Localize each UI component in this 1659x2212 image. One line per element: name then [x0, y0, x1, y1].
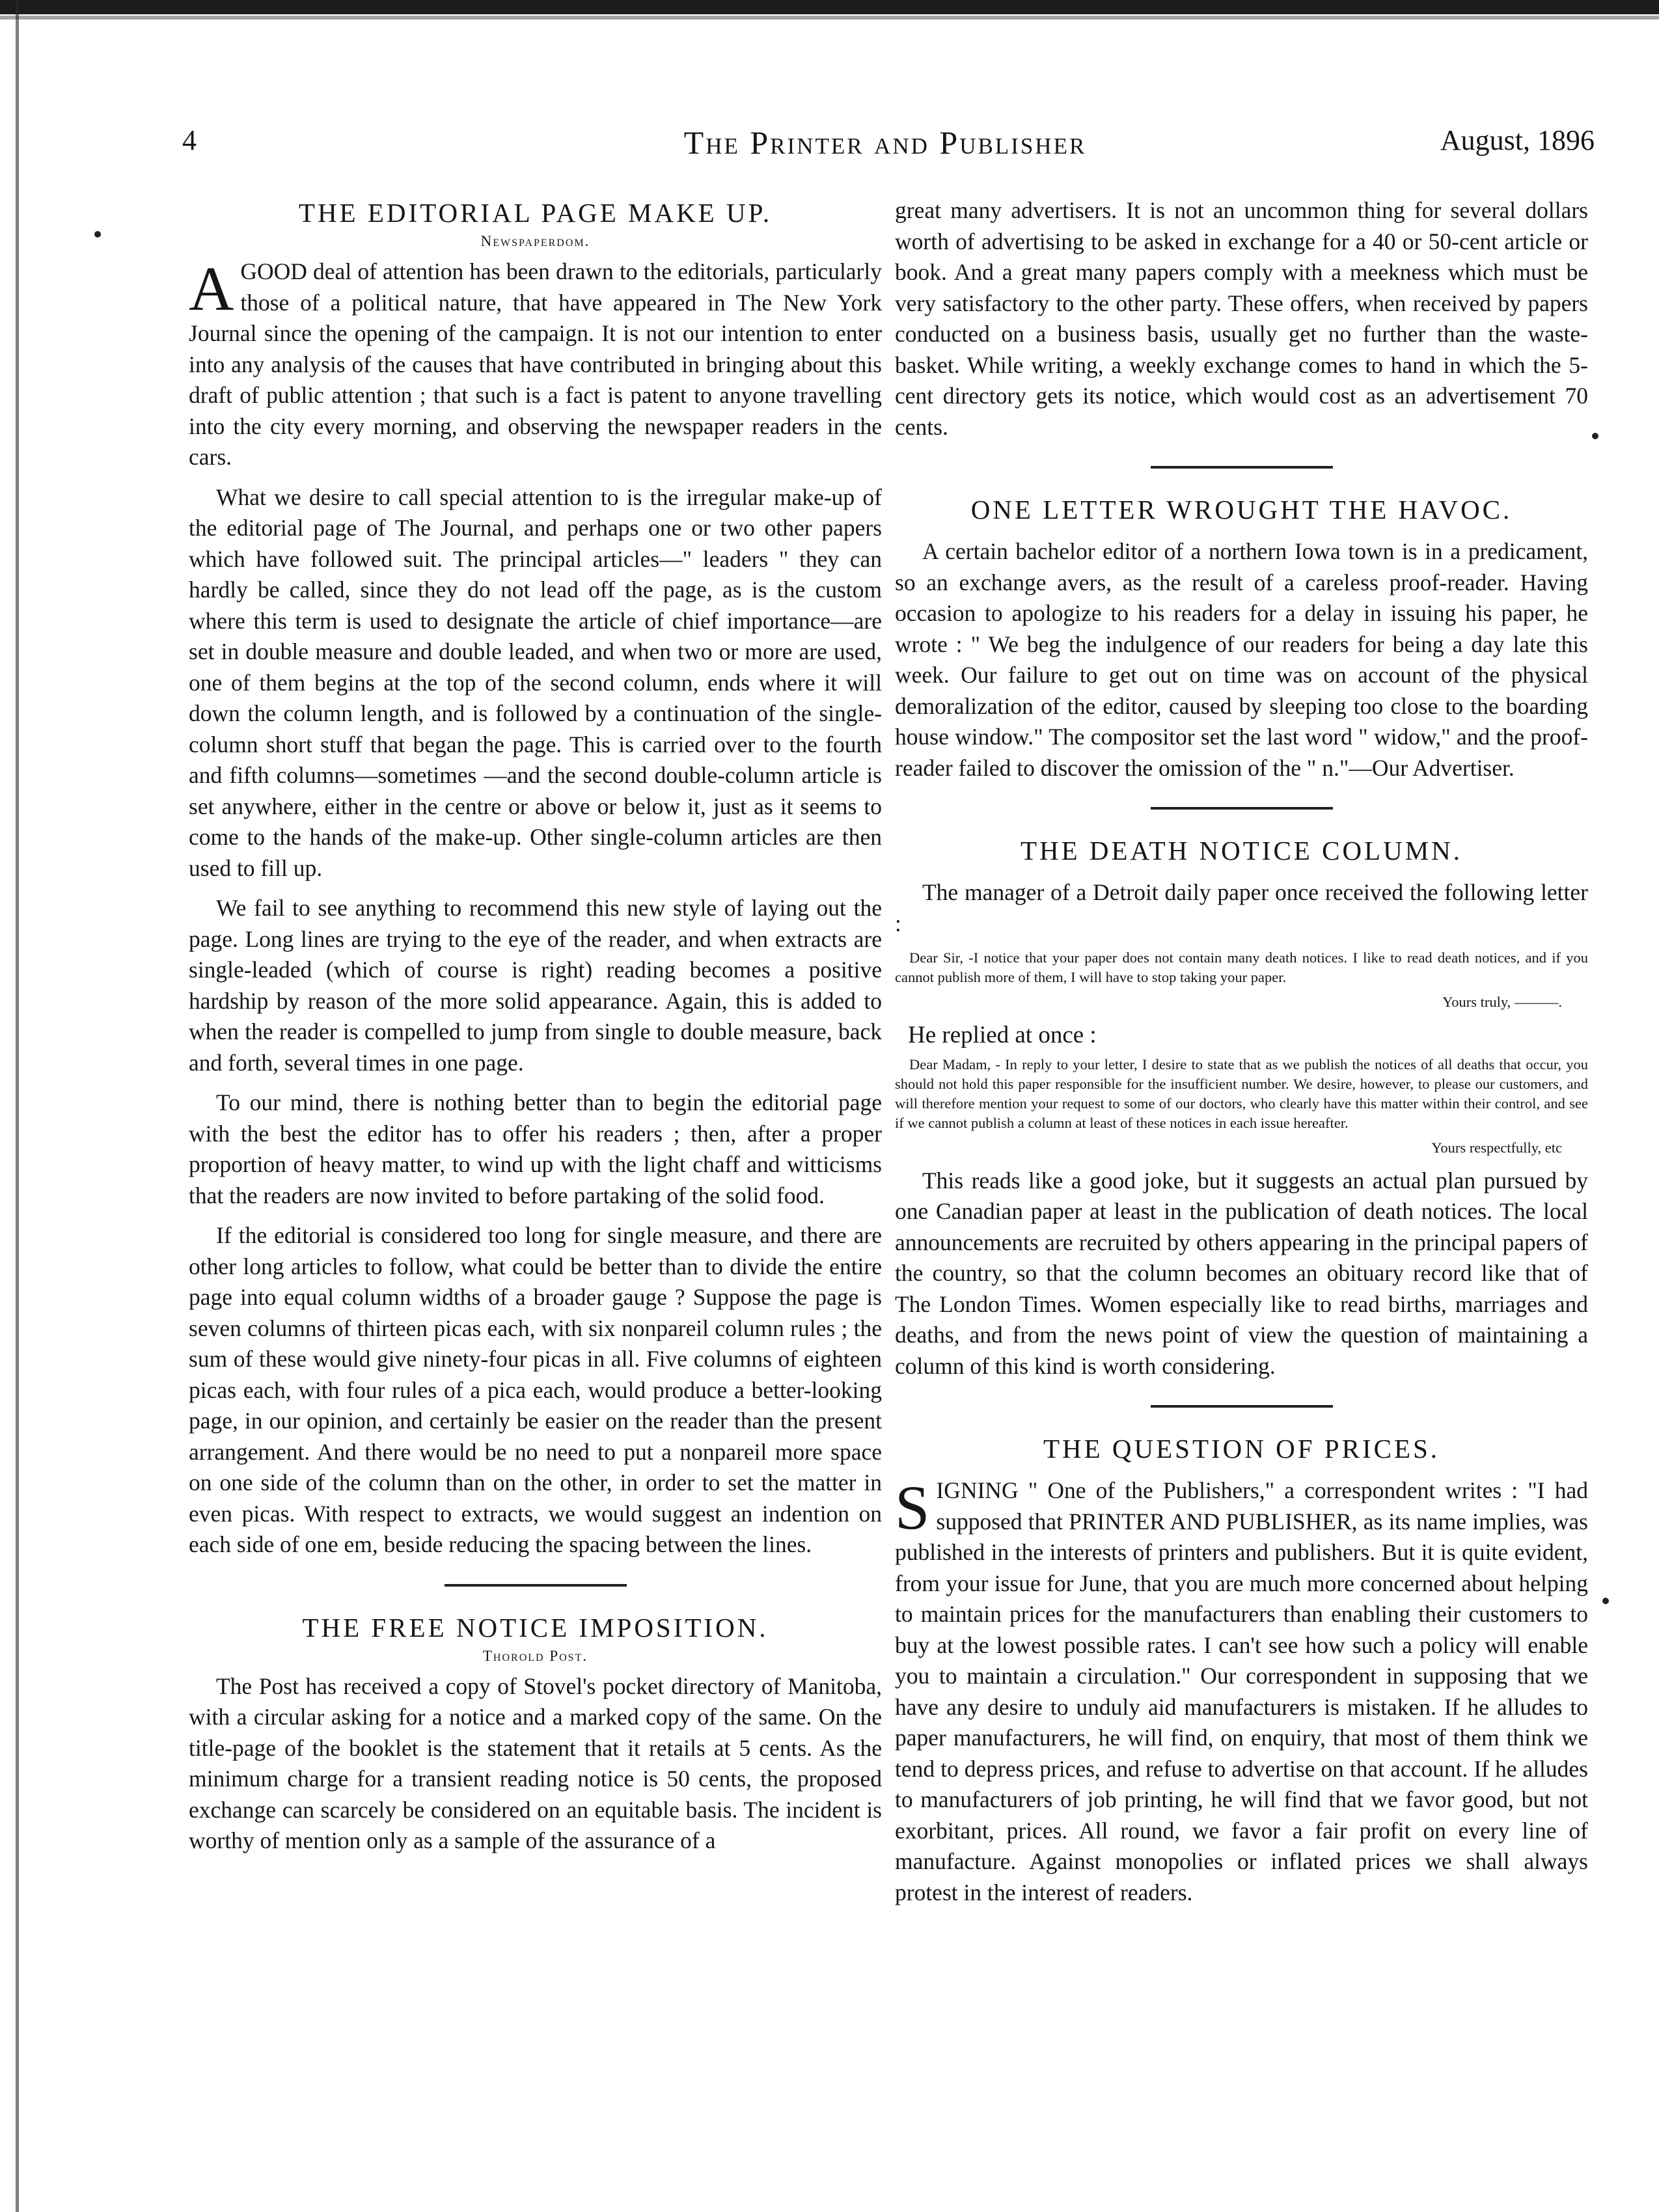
- letter-signature: Yours respectfully, etc: [1431, 1139, 1562, 1156]
- letter-signature: Yours truly, ———.: [1442, 994, 1562, 1010]
- article-paragraph: The Post has received a copy of Stovel's pocket directory of Manitoba, with a circular asking for a notice and a marked copy of the same. On the title-page of the booklet is the statement that it retails at 5 cents. As the minimum charge for a transient reading notice is 50 cents, the proposed exchange can scarcely be considered on an equitable basis. The incident is worthy of mention only as a sample of the assurance of a: [189, 1673, 882, 1853]
- article-heading: ONE LETTER WROUGHT THE HAVOC.: [970, 495, 1513, 525]
- right-column: [895, 195, 1588, 1917]
- section-divider: [1151, 466, 1333, 469]
- article-paragraph: This reads like a good joke, but it suggests an actual plan pursued by one Canadian paper at least in the publication of death notices. The local announcements are recruited by others appearing in the principal papers of the country, so that the column becomes an obituary record like that of The London Times. Women especially like to read births, marriages and deaths, and from the news point of view the question of maintaining a column of this kind is worth considering.: [895, 1167, 1588, 1379]
- article-paragraph: To our mind, there is nothing better than to begin the editorial page with the best the editor has to offer his readers ; then, after a proper proportion of heavy matter, to wind up with the light chaff and witticisms that the readers are now invited to before partaking of the solid food.: [189, 1089, 882, 1208]
- drop-cap: A: [189, 254, 234, 323]
- article-paragraph: [895, 1475, 1588, 1908]
- left-column: [189, 195, 882, 1866]
- paragraph-text: IGNING " One of the Publishers," a correspondent writes : "I had supposed that PRINTER AND PUBLISHER, as its name implies, was published in the interests of printers and publishers. But it is quite evident, from your issue for June, that you are much more concerned about helping to maintain prices for the manufacturers than enabling their customers to buy at the lowest possible rates. I can't see how such a policy will enable you to maintain a circulation." Our correspondent in supposing that we have any desire to unduly aid manufacturers is mistaken. If he alludes to paper manufacturers, he will find, on enquiry, that most of them think we tend to depress prices, and refuse to advertise on that account. If he alludes to manufacturers of job printing, he will find that we favor good, but not exorbitant, prices. All round, we favor a fair profit on every line of manufacture. Against monopolies or inflated prices we shall always protest in the interest of readers.: [895, 1477, 1588, 1905]
- scan-top-edge: [0, 0, 1659, 14]
- article-source: Thorold Post.: [482, 1647, 588, 1664]
- section-divider: [1151, 1405, 1333, 1408]
- scan-speck: [94, 231, 101, 238]
- article-heading: THE DEATH NOTICE COLUMN.: [1020, 836, 1463, 866]
- section-divider: [1151, 807, 1333, 810]
- scan-speck: [1602, 1598, 1609, 1604]
- quoted-letter: Dear Sir, -I notice that your paper does not contain many death notices. I like to read death notices, and if you cannot publish more of them, I will have to stop taking your paper.: [895, 949, 1588, 985]
- quoted-letter: Dear Madam, - In reply to your letter, I desire to state that as we publish the notices of all deaths that occur, you should not hold this paper responsible for the insufficient number. We desire, however, to please our customers, and will therefore mention your request to some of our doctors, who clearly have this matter within their control, and see if we cannot publish a column at least of these notices in each issue hereafter.: [895, 1056, 1588, 1131]
- page-number: 4: [182, 124, 197, 156]
- article-paragraph: A certain bachelor editor of a northern Iowa town is in a predicament, so an exchange avers, as the result of a careless proof-reader. Having occasion to apologize to his readers for a delay in issuing his paper, he wrote : " We beg the indulgence of our readers for being a day late this week. Our failure to get out on time was on account of the physical demoralization of the editor, caused by sleeping too close to the boarding house window." The compositor set the last word " widow," and the proof-reader failed to discover the omission of the " n."—Our Advertiser.: [895, 538, 1588, 781]
- running-header: [176, 124, 1595, 169]
- article-heading: THE FREE NOTICE IMPOSITION.: [302, 1612, 769, 1643]
- article-paragraph: We fail to see anything to recommend this new style of laying out the page. Long lines are trying to the eye of the reader, and when extracts are single-leaded (which of course is right) reading becomes a positive hardship by reason of the more solid appearance. Again, this is added to when the reader is compelled to jump from single to double measure, back and forth, several times in one page.: [189, 895, 882, 1076]
- article-paragraph: great many advertisers. It is not an uncommon thing for several dollars worth of advertising to be asked in exchange for a 40 or 50-cent article or book. And a great many papers comply with a meekness which must be very satisfactory to the other party. These offers, when received by papers conducted on a business basis, usually get no further than the waste-basket. While writing, a weekly exchange comes to hand in which the 5-cent directory gets its notice, which would cost as an advertisement 70 cents.: [895, 197, 1588, 440]
- article-paragraph: [189, 256, 882, 473]
- article-heading: THE QUESTION OF PRICES.: [1043, 1434, 1440, 1464]
- article-heading: THE EDITORIAL PAGE MAKE UP.: [298, 198, 773, 228]
- reply-intro: He replied at once :: [908, 1022, 1097, 1048]
- drop-cap: S: [895, 1473, 930, 1542]
- publication-title: The Printer and Publisher: [683, 124, 1087, 161]
- article-source: Newspaperdom.: [480, 233, 590, 249]
- paragraph-text: GOOD deal of attention has been drawn to the editorials, particularly those of a political nature, that have appeared in The New York Journal since the opening of the campaign. It is not our intention to enter into any analysis of the causes that have contributed in bringing about this draft of public attention ; that such is a fact is patent to anyone travelling into the city every morning, and observing the newspaper readers in the cars.: [189, 258, 882, 470]
- article-paragraph: If the editorial is considered too long for single measure, and there are other long articles to follow, what could be better than to divide the entire page into equal column widths of a broader gauge ? Suppose the page is seven columns of thirteen picas each, with six nonpareil column rules ; the sum of these would give ninety-four picas in all. Five columns of eighteen picas each, with four rules of a pica each, would produce a better-looking page, in our opinion, and certainly be easier on the reader than the present arrangement. And there would be no need to put a nonpareil more space on one side of the column than on the other, in order to set the matter in even picas. With respect to extracts, we would suggest an indention on each side of one em, beside reducing the spacing between the lines.: [189, 1222, 882, 1557]
- article-paragraph: What we desire to call special attention to is the irregular make-up of the editorial page of The Journal, and perhaps one or two other papers which have followed suit. The principal articles—" leaders " they can hardly be called, since they do not lead off the page, as is the custom where this term is used to designate the article of chief importance—are set in double measure and double leaded, and when two or more are used, one of them begins at the top of the second column, ends where it will down the column length, and is followed by a continuation of the single-column short stuff that began the page. This is carried over to the fourth and fifth columns—sometimes —and the second double-column article is set anywhere, either in the centre or above or below it, just as it seems to come to the hands of the make-up. Other single-column articles are then used to fill up.: [189, 484, 882, 881]
- article-paragraph: The manager of a Detroit daily paper once received the following letter :: [895, 879, 1588, 936]
- scan-left-edge: [16, 0, 19, 2212]
- issue-date: August, 1896: [1440, 124, 1595, 156]
- scan-top-shadow: [0, 16, 1659, 20]
- scan-speck: [1592, 433, 1598, 439]
- section-divider: [445, 1584, 627, 1587]
